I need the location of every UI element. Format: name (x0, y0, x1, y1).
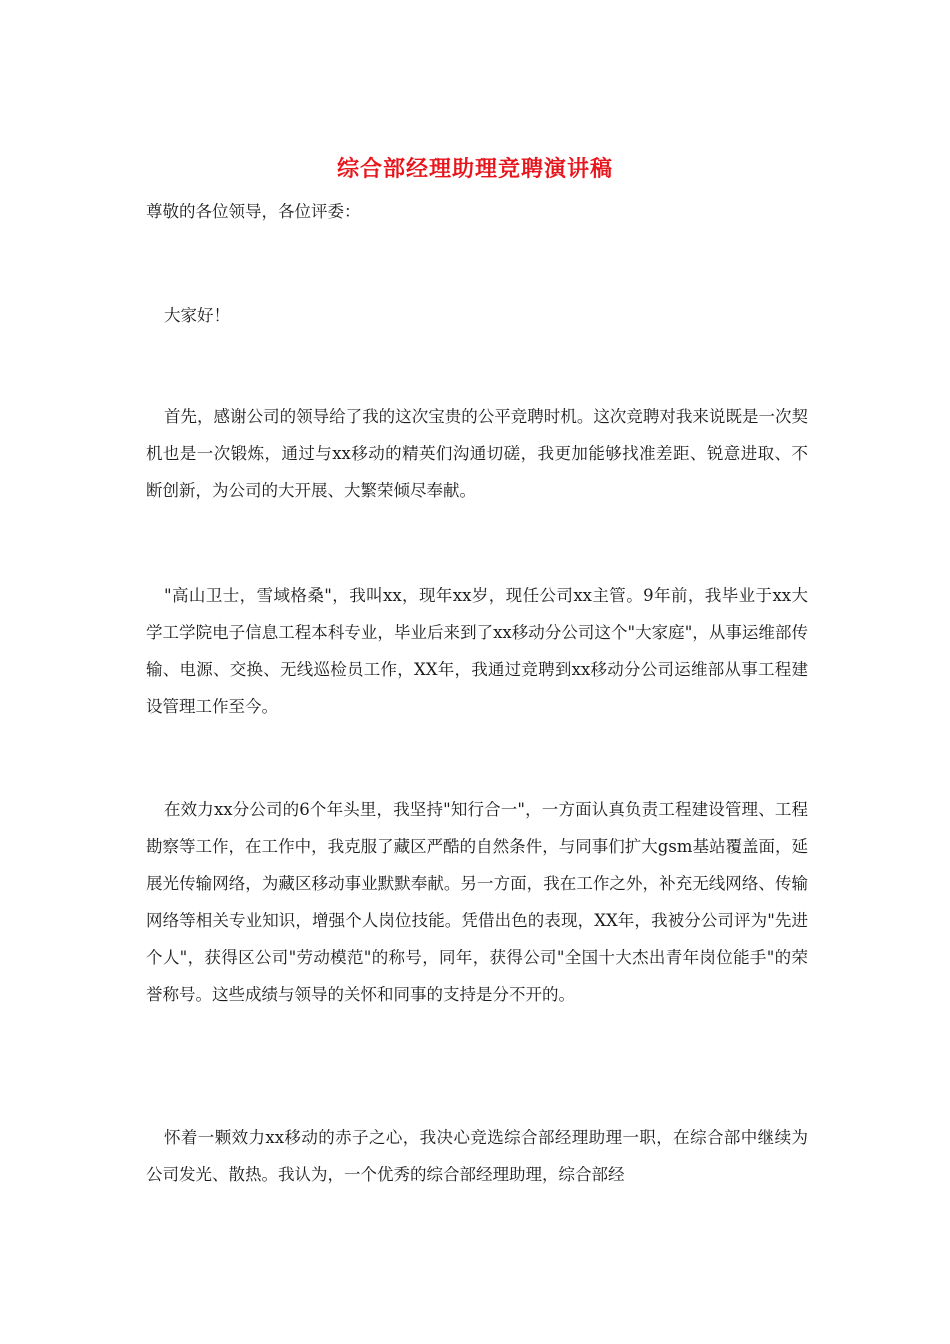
greeting-line: 尊敬的各位领导，各位评委： (146, 202, 361, 221)
paragraph-thanks: 首先，感谢公司的领导给了我的这次宝贵的公平竞聘时机。这次竞聘对我来说既是一次契机也是一次锻炼，通过与xx移动的精英们沟通切磋，我更加能够找准差距、锐意进取、不断创新，为公司的大开展、大繁荣倾尽奉献。 (146, 407, 808, 500)
document-title: 综合部经理助理竞聘演讲稿 (336, 156, 613, 182)
paragraph-achievements: 在效力xx分公司的6个年头里，我坚持"知行合一"，一方面认真负责工程建设管理、工程勘察等工作，在工作中，我克服了藏区严酷的自然条件，与同事们扩大gsm基站覆盖面，延展光传输网络，为藏区移动事业默默奉献。另一方面，我在工作之外，补充无线网络、传输网络等相关专业知识，增强个人岗位技能。凭借出色的表现，XX年，我被分公司评为"先进个人"，获得区公司"劳动模范"的称号，同年，获得公司"全国十大杰出青年岗位能手"的荣誉称号。这些成绩与领导的关怀和同事的支持是分不开的。 (146, 800, 808, 1004)
paragraph-opening: 大家好！ (164, 306, 230, 325)
paragraph-motivation: 怀着一颗效力xx移动的赤子之心，我决心竞选综合部经理助理一职，在综合部中继续为公司发光、散热。我认为，一个优秀的综合部经理助理，综合部经 (146, 1128, 808, 1184)
paragraph-introduction: "高山卫士，雪域格桑"，我叫xx，现年xx岁，现任公司xx主管。9年前，我毕业于xx大学工学院电子信息工程本科专业，毕业后来到了xx移动分公司这个"大家庭"，从事运维部传输、电源、交换、无线巡检员工作，XX年，我通过竞聘到xx移动分公司运维部从事工程建设管理工作至今。 (146, 586, 808, 716)
